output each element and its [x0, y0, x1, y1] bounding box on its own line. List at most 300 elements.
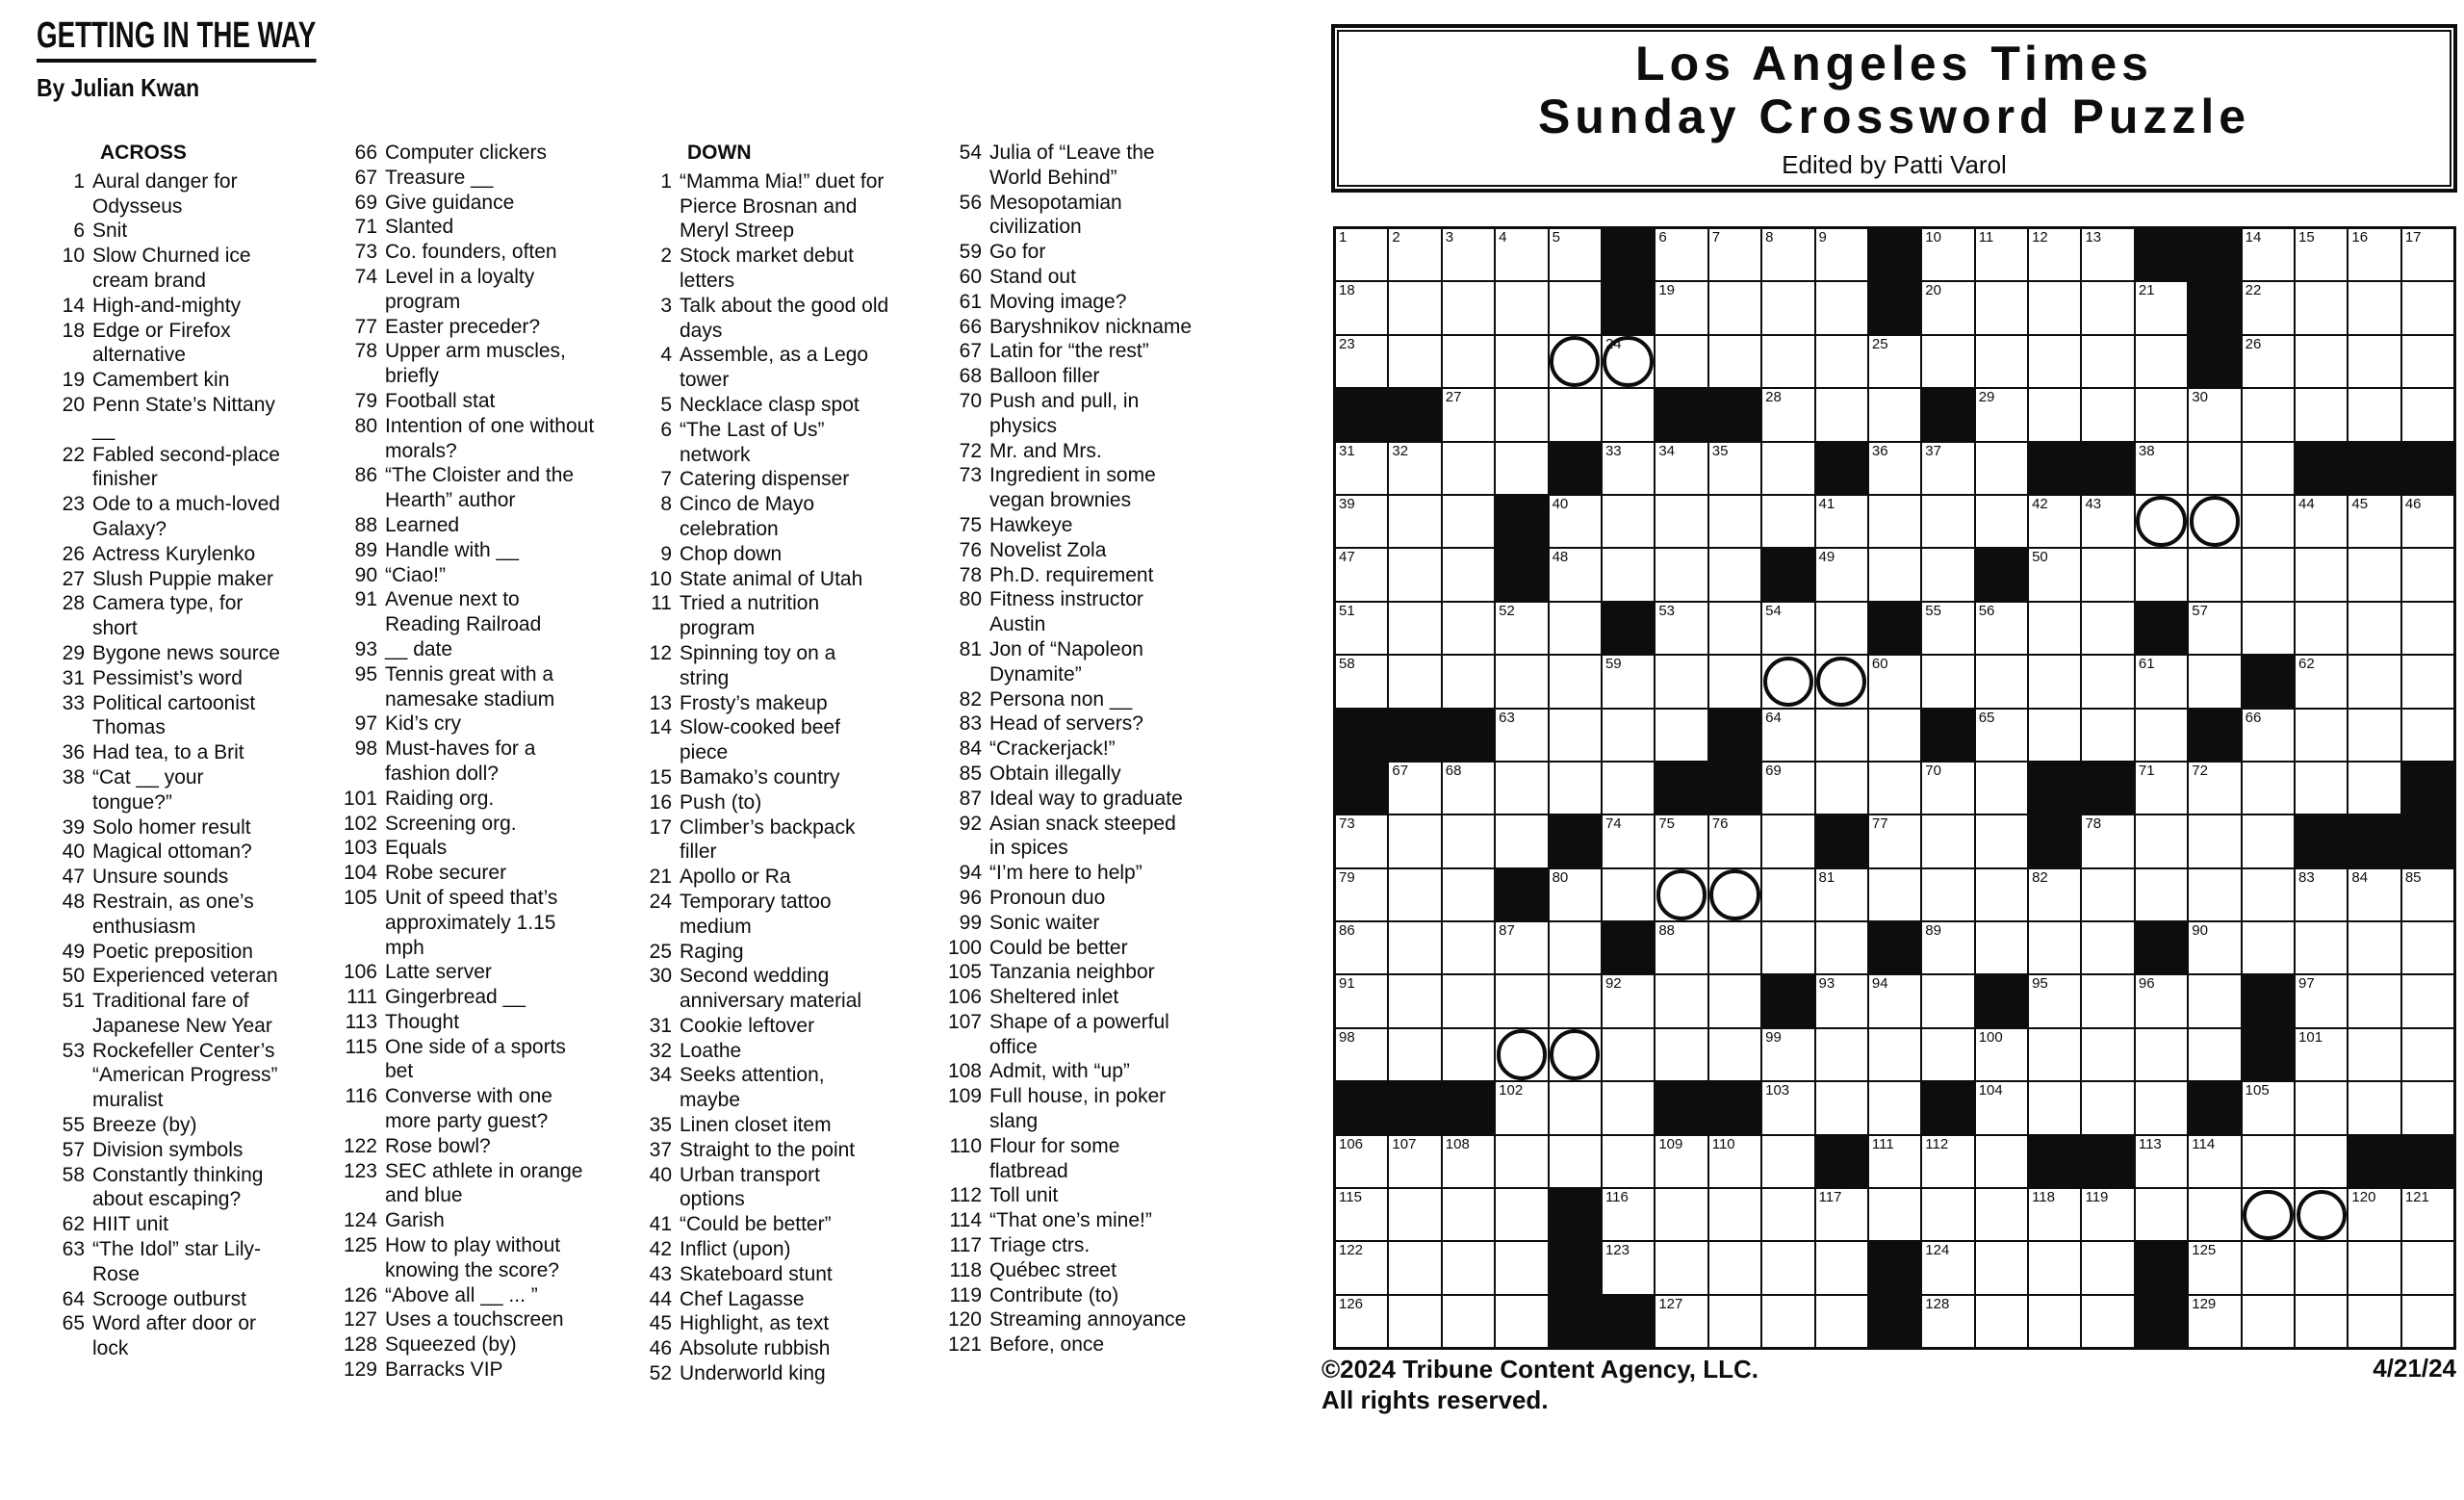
- grid-cell[interactable]: [1550, 389, 1601, 440]
- grid-cell[interactable]: [2402, 496, 2453, 547]
- grid-cell[interactable]: [1336, 229, 1387, 280]
- grid-cell[interactable]: [2029, 710, 2080, 761]
- grid-cell[interactable]: [1922, 975, 1973, 1026]
- grid-cell[interactable]: [2402, 229, 2453, 280]
- grid-cell[interactable]: [1869, 443, 1920, 494]
- grid-cell[interactable]: [2296, 336, 2347, 387]
- grid-cell[interactable]: [1336, 496, 1387, 547]
- grid-cell[interactable]: [1336, 1029, 1387, 1080]
- grid-cell[interactable]: [1709, 282, 1760, 333]
- grid-cell[interactable]: [1496, 1136, 1547, 1187]
- grid-cell[interactable]: [1603, 710, 1654, 761]
- grid-cell[interactable]: [1976, 656, 2027, 707]
- grid-cell[interactable]: [1496, 282, 1547, 333]
- grid-cell[interactable]: [1869, 869, 1920, 920]
- grid-cell[interactable]: [2402, 869, 2453, 920]
- grid-cell[interactable]: [2243, 763, 2294, 814]
- grid-cell[interactable]: [1443, 1296, 1494, 1347]
- grid-cell[interactable]: [2189, 763, 2240, 814]
- grid-cell[interactable]: [1976, 282, 2027, 333]
- grid-cell[interactable]: [2348, 282, 2400, 333]
- grid-cell[interactable]: [1709, 549, 1760, 600]
- grid-cell[interactable]: [2189, 1189, 2240, 1240]
- grid-cell[interactable]: [1762, 1082, 1813, 1133]
- grid-cell[interactable]: [1922, 1029, 1973, 1080]
- grid-cell[interactable]: [1922, 815, 1973, 866]
- grid-cell[interactable]: [2029, 389, 2080, 440]
- grid-cell[interactable]: [1336, 443, 1387, 494]
- grid-cell[interactable]: [1922, 1189, 1973, 1240]
- grid-cell[interactable]: [1603, 1242, 1654, 1293]
- grid-cell[interactable]: [1550, 710, 1601, 761]
- grid-cell[interactable]: [1496, 1189, 1547, 1240]
- grid-cell[interactable]: [1550, 603, 1601, 654]
- grid-cell[interactable]: [1389, 869, 1440, 920]
- grid-cell[interactable]: [2082, 1029, 2133, 1080]
- grid-cell[interactable]: [2348, 1029, 2400, 1080]
- grid-cell[interactable]: [1922, 656, 1973, 707]
- grid-cell[interactable]: [1709, 229, 1760, 280]
- grid-cell[interactable]: [1922, 763, 1973, 814]
- grid-cell[interactable]: [2136, 443, 2187, 494]
- grid-cell[interactable]: [1816, 763, 1867, 814]
- grid-cell[interactable]: [2082, 229, 2133, 280]
- grid-cell[interactable]: [2082, 336, 2133, 387]
- grid-cell[interactable]: [1762, 496, 1813, 547]
- grid-cell[interactable]: [2189, 1296, 2240, 1347]
- grid-cell[interactable]: [1976, 869, 2027, 920]
- grid-cell[interactable]: [1922, 229, 1973, 280]
- grid-cell[interactable]: [1869, 549, 1920, 600]
- grid-cell[interactable]: [1656, 1296, 1707, 1347]
- grid-cell[interactable]: [1976, 1242, 2027, 1293]
- grid-cell[interactable]: [2189, 496, 2240, 547]
- grid-cell[interactable]: [2189, 922, 2240, 973]
- grid-cell[interactable]: [1922, 922, 1973, 973]
- grid-cell[interactable]: [1869, 975, 1920, 1026]
- grid-cell[interactable]: [2029, 1242, 2080, 1293]
- grid-cell[interactable]: [1550, 1136, 1601, 1187]
- grid-cell[interactable]: [1496, 763, 1547, 814]
- grid-cell[interactable]: [2243, 389, 2294, 440]
- grid-cell[interactable]: [1656, 975, 1707, 1026]
- grid-cell[interactable]: [1762, 229, 1813, 280]
- grid-cell[interactable]: [2082, 869, 2133, 920]
- grid-cell[interactable]: [1389, 1242, 1440, 1293]
- grid-cell[interactable]: [1550, 975, 1601, 1026]
- grid-cell[interactable]: [1496, 603, 1547, 654]
- grid-cell[interactable]: [1496, 1082, 1547, 1133]
- grid-cell[interactable]: [2296, 603, 2347, 654]
- grid-cell[interactable]: [1976, 1296, 2027, 1347]
- grid-cell[interactable]: [1869, 1029, 1920, 1080]
- grid-cell[interactable]: [2189, 975, 2240, 1026]
- grid-cell[interactable]: [1336, 1189, 1387, 1240]
- grid-cell[interactable]: [1496, 1029, 1547, 1080]
- grid-cell[interactable]: [1709, 975, 1760, 1026]
- grid-cell[interactable]: [1550, 869, 1601, 920]
- grid-cell[interactable]: [2348, 763, 2400, 814]
- grid-cell[interactable]: [2136, 710, 2187, 761]
- grid-cell[interactable]: [2402, 1189, 2453, 1240]
- grid-cell[interactable]: [1496, 922, 1547, 973]
- grid-cell[interactable]: [2296, 975, 2347, 1026]
- grid-cell[interactable]: [1603, 656, 1654, 707]
- grid-cell[interactable]: [2029, 282, 2080, 333]
- grid-cell[interactable]: [2189, 603, 2240, 654]
- grid-cell[interactable]: [1336, 282, 1387, 333]
- grid-cell[interactable]: [1922, 869, 1973, 920]
- grid-cell[interactable]: [2296, 282, 2347, 333]
- grid-cell[interactable]: [1550, 1082, 1601, 1133]
- grid-cell[interactable]: [2189, 389, 2240, 440]
- grid-cell[interactable]: [1336, 656, 1387, 707]
- grid-cell[interactable]: [1922, 443, 1973, 494]
- grid-cell[interactable]: [2136, 389, 2187, 440]
- grid-cell[interactable]: [1550, 1029, 1601, 1080]
- grid-cell[interactable]: [1922, 336, 1973, 387]
- grid-cell[interactable]: [2189, 1136, 2240, 1187]
- grid-cell[interactable]: [1656, 282, 1707, 333]
- grid-cell[interactable]: [1443, 975, 1494, 1026]
- grid-cell[interactable]: [2296, 549, 2347, 600]
- grid-cell[interactable]: [1336, 815, 1387, 866]
- grid-cell[interactable]: [1496, 1242, 1547, 1293]
- grid-cell[interactable]: [1336, 922, 1387, 973]
- grid-cell[interactable]: [1762, 603, 1813, 654]
- grid-cell[interactable]: [1656, 549, 1707, 600]
- grid-cell[interactable]: [1976, 496, 2027, 547]
- grid-cell[interactable]: [1656, 1242, 1707, 1293]
- grid-cell[interactable]: [1389, 815, 1440, 866]
- grid-cell[interactable]: [2029, 1082, 2080, 1133]
- grid-cell[interactable]: [1869, 1136, 1920, 1187]
- grid-cell[interactable]: [1976, 1082, 2027, 1133]
- grid-cell[interactable]: [2189, 656, 2240, 707]
- grid-cell[interactable]: [2243, 922, 2294, 973]
- grid-cell[interactable]: [1550, 656, 1601, 707]
- grid-cell[interactable]: [2296, 710, 2347, 761]
- grid-cell[interactable]: [2296, 1029, 2347, 1080]
- grid-cell[interactable]: [1656, 336, 1707, 387]
- grid-cell[interactable]: [1603, 869, 1654, 920]
- grid-cell[interactable]: [1336, 336, 1387, 387]
- grid-cell[interactable]: [1443, 443, 1494, 494]
- grid-cell[interactable]: [1336, 603, 1387, 654]
- grid-cell[interactable]: [2402, 975, 2453, 1026]
- grid-cell[interactable]: [1922, 1296, 1973, 1347]
- grid-cell[interactable]: [1389, 336, 1440, 387]
- grid-cell[interactable]: [2136, 656, 2187, 707]
- grid-cell[interactable]: [2402, 1296, 2453, 1347]
- grid-cell[interactable]: [1816, 496, 1867, 547]
- grid-cell[interactable]: [1816, 549, 1867, 600]
- grid-cell[interactable]: [1709, 443, 1760, 494]
- grid-cell[interactable]: [2348, 229, 2400, 280]
- grid-cell[interactable]: [2402, 549, 2453, 600]
- grid-cell[interactable]: [1709, 1136, 1760, 1187]
- grid-cell[interactable]: [1762, 1189, 1813, 1240]
- grid-cell[interactable]: [1922, 1136, 1973, 1187]
- grid-cell[interactable]: [1389, 1189, 1440, 1240]
- grid-cell[interactable]: [2348, 869, 2400, 920]
- grid-cell[interactable]: [2082, 603, 2133, 654]
- grid-cell[interactable]: [2348, 922, 2400, 973]
- grid-cell[interactable]: [2296, 496, 2347, 547]
- grid-cell[interactable]: [2402, 922, 2453, 973]
- grid-cell[interactable]: [2348, 336, 2400, 387]
- grid-cell[interactable]: [2243, 496, 2294, 547]
- grid-cell[interactable]: [2082, 710, 2133, 761]
- grid-cell[interactable]: [1709, 869, 1760, 920]
- grid-cell[interactable]: [1976, 922, 2027, 973]
- grid-cell[interactable]: [1709, 1029, 1760, 1080]
- grid-cell[interactable]: [1389, 1136, 1440, 1187]
- grid-cell[interactable]: [2402, 710, 2453, 761]
- grid-cell[interactable]: [1762, 1242, 1813, 1293]
- grid-cell[interactable]: [1816, 603, 1867, 654]
- grid-cell[interactable]: [2296, 1242, 2347, 1293]
- grid-cell[interactable]: [1389, 549, 1440, 600]
- grid-cell[interactable]: [1336, 1136, 1387, 1187]
- grid-cell[interactable]: [1656, 443, 1707, 494]
- grid-cell[interactable]: [2348, 975, 2400, 1026]
- grid-cell[interactable]: [2029, 869, 2080, 920]
- grid-cell[interactable]: [2296, 1082, 2347, 1133]
- grid-cell[interactable]: [1976, 389, 2027, 440]
- grid-cell[interactable]: [1976, 1029, 2027, 1080]
- grid-cell[interactable]: [1496, 389, 1547, 440]
- grid-cell[interactable]: [2243, 710, 2294, 761]
- grid-cell[interactable]: [1869, 1189, 1920, 1240]
- grid-cell[interactable]: [1656, 869, 1707, 920]
- grid-cell[interactable]: [2136, 496, 2187, 547]
- grid-cell[interactable]: [2029, 336, 2080, 387]
- grid-cell[interactable]: [1816, 869, 1867, 920]
- grid-cell[interactable]: [1389, 229, 1440, 280]
- grid-cell[interactable]: [1869, 496, 1920, 547]
- grid-cell[interactable]: [1443, 229, 1494, 280]
- grid-cell[interactable]: [2296, 1189, 2347, 1240]
- grid-cell[interactable]: [2136, 549, 2187, 600]
- grid-cell[interactable]: [2348, 710, 2400, 761]
- grid-cell[interactable]: [2082, 815, 2133, 866]
- grid-cell[interactable]: [1603, 1082, 1654, 1133]
- grid-cell[interactable]: [1389, 603, 1440, 654]
- grid-cell[interactable]: [1603, 1189, 1654, 1240]
- grid-cell[interactable]: [2243, 869, 2294, 920]
- grid-cell[interactable]: [2136, 975, 2187, 1026]
- grid-cell[interactable]: [2082, 496, 2133, 547]
- grid-cell[interactable]: [1869, 336, 1920, 387]
- grid-cell[interactable]: [2296, 763, 2347, 814]
- grid-cell[interactable]: [1976, 763, 2027, 814]
- grid-cell[interactable]: [2029, 1029, 2080, 1080]
- grid-cell[interactable]: [1389, 496, 1440, 547]
- grid-cell[interactable]: [1709, 603, 1760, 654]
- grid-cell[interactable]: [1709, 815, 1760, 866]
- grid-cell[interactable]: [2348, 1082, 2400, 1133]
- grid-cell[interactable]: [1656, 603, 1707, 654]
- grid-cell[interactable]: [1389, 443, 1440, 494]
- grid-cell[interactable]: [1762, 1296, 1813, 1347]
- grid-cell[interactable]: [2029, 1296, 2080, 1347]
- grid-cell[interactable]: [1656, 229, 1707, 280]
- grid-cell[interactable]: [1443, 282, 1494, 333]
- grid-cell[interactable]: [2243, 1296, 2294, 1347]
- grid-cell[interactable]: [1603, 336, 1654, 387]
- grid-cell[interactable]: [2348, 1189, 2400, 1240]
- grid-cell[interactable]: [2082, 389, 2133, 440]
- grid-cell[interactable]: [2082, 1082, 2133, 1133]
- grid-cell[interactable]: [2243, 282, 2294, 333]
- grid-cell[interactable]: [1496, 443, 1547, 494]
- grid-cell[interactable]: [2082, 922, 2133, 973]
- grid-cell[interactable]: [1603, 549, 1654, 600]
- grid-cell[interactable]: [1709, 922, 1760, 973]
- grid-cell[interactable]: [1869, 656, 1920, 707]
- grid-cell[interactable]: [1816, 1029, 1867, 1080]
- grid-cell[interactable]: [1389, 1296, 1440, 1347]
- grid-cell[interactable]: [1816, 229, 1867, 280]
- grid-cell[interactable]: [1443, 603, 1494, 654]
- grid-cell[interactable]: [2029, 603, 2080, 654]
- grid-cell[interactable]: [2136, 282, 2187, 333]
- grid-cell[interactable]: [1922, 1242, 1973, 1293]
- grid-cell[interactable]: [1603, 443, 1654, 494]
- grid-cell[interactable]: [1656, 1189, 1707, 1240]
- grid-cell[interactable]: [2243, 815, 2294, 866]
- grid-cell[interactable]: [2189, 1242, 2240, 1293]
- grid-cell[interactable]: [2348, 1296, 2400, 1347]
- grid-cell[interactable]: [2082, 1242, 2133, 1293]
- grid-cell[interactable]: [1550, 763, 1601, 814]
- grid-cell[interactable]: [1496, 975, 1547, 1026]
- grid-cell[interactable]: [2243, 549, 2294, 600]
- grid-cell[interactable]: [1656, 710, 1707, 761]
- grid-cell[interactable]: [1443, 815, 1494, 866]
- grid-cell[interactable]: [1550, 549, 1601, 600]
- grid-cell[interactable]: [1550, 496, 1601, 547]
- grid-cell[interactable]: [2189, 815, 2240, 866]
- grid-cell[interactable]: [2296, 869, 2347, 920]
- grid-cell[interactable]: [1336, 869, 1387, 920]
- grid-cell[interactable]: [2296, 1296, 2347, 1347]
- grid-cell[interactable]: [1869, 710, 1920, 761]
- grid-cell[interactable]: [2243, 336, 2294, 387]
- grid-cell[interactable]: [1443, 389, 1494, 440]
- grid-cell[interactable]: [1709, 1242, 1760, 1293]
- grid-cell[interactable]: [2243, 603, 2294, 654]
- grid-cell[interactable]: [1976, 710, 2027, 761]
- grid-cell[interactable]: [1762, 710, 1813, 761]
- grid-cell[interactable]: [2136, 1029, 2187, 1080]
- grid-cell[interactable]: [1443, 763, 1494, 814]
- grid-cell[interactable]: [1869, 1082, 1920, 1133]
- grid-cell[interactable]: [2189, 869, 2240, 920]
- grid-cell[interactable]: [1603, 1136, 1654, 1187]
- grid-cell[interactable]: [1976, 1189, 2027, 1240]
- grid-cell[interactable]: [1603, 763, 1654, 814]
- grid-cell[interactable]: [2402, 1082, 2453, 1133]
- grid-cell[interactable]: [1816, 389, 1867, 440]
- grid-cell[interactable]: [2082, 656, 2133, 707]
- grid-cell[interactable]: [1816, 656, 1867, 707]
- grid-cell[interactable]: [1389, 922, 1440, 973]
- grid-cell[interactable]: [1336, 1296, 1387, 1347]
- grid-cell[interactable]: [2348, 656, 2400, 707]
- grid-cell[interactable]: [2243, 229, 2294, 280]
- grid-cell[interactable]: [2402, 389, 2453, 440]
- grid-cell[interactable]: [1656, 1136, 1707, 1187]
- grid-cell[interactable]: [2243, 443, 2294, 494]
- grid-cell[interactable]: [1656, 656, 1707, 707]
- grid-cell[interactable]: [1816, 336, 1867, 387]
- grid-cell[interactable]: [2136, 336, 2187, 387]
- grid-cell[interactable]: [1443, 1242, 1494, 1293]
- grid-cell[interactable]: [2082, 282, 2133, 333]
- grid-cell[interactable]: [1816, 922, 1867, 973]
- grid-cell[interactable]: [2029, 229, 2080, 280]
- grid-cell[interactable]: [1496, 229, 1547, 280]
- grid-cell[interactable]: [1869, 389, 1920, 440]
- grid-cell[interactable]: [1762, 1136, 1813, 1187]
- grid-cell[interactable]: [1762, 282, 1813, 333]
- grid-cell[interactable]: [1709, 1296, 1760, 1347]
- grid-cell[interactable]: [1550, 282, 1601, 333]
- grid-cell[interactable]: [1976, 603, 2027, 654]
- grid-cell[interactable]: [2082, 1296, 2133, 1347]
- grid-cell[interactable]: [1922, 496, 1973, 547]
- grid-cell[interactable]: [1976, 815, 2027, 866]
- grid-cell[interactable]: [1816, 1082, 1867, 1133]
- grid-cell[interactable]: [1869, 815, 1920, 866]
- grid-cell[interactable]: [1976, 1136, 2027, 1187]
- grid-cell[interactable]: [2082, 549, 2133, 600]
- grid-cell[interactable]: [1762, 336, 1813, 387]
- grid-cell[interactable]: [2136, 869, 2187, 920]
- grid-cell[interactable]: [1389, 1029, 1440, 1080]
- grid-cell[interactable]: [2296, 1136, 2347, 1187]
- grid-cell[interactable]: [1336, 975, 1387, 1026]
- grid-cell[interactable]: [2296, 229, 2347, 280]
- grid-cell[interactable]: [1389, 975, 1440, 1026]
- grid-cell[interactable]: [1762, 1029, 1813, 1080]
- grid-cell[interactable]: [2189, 549, 2240, 600]
- grid-cell[interactable]: [1976, 229, 2027, 280]
- grid-cell[interactable]: [1709, 1189, 1760, 1240]
- grid-cell[interactable]: [1443, 869, 1494, 920]
- grid-cell[interactable]: [2029, 975, 2080, 1026]
- grid-cell[interactable]: [1443, 336, 1494, 387]
- grid-cell[interactable]: [1603, 496, 1654, 547]
- grid-cell[interactable]: [2082, 975, 2133, 1026]
- grid-cell[interactable]: [1762, 869, 1813, 920]
- grid-cell[interactable]: [1603, 1029, 1654, 1080]
- grid-cell[interactable]: [2402, 336, 2453, 387]
- grid-cell[interactable]: [2189, 443, 2240, 494]
- grid-cell[interactable]: [1656, 922, 1707, 973]
- grid-cell[interactable]: [2243, 1082, 2294, 1133]
- grid-cell[interactable]: [1603, 389, 1654, 440]
- grid-cell[interactable]: [2402, 1242, 2453, 1293]
- grid-cell[interactable]: [1443, 496, 1494, 547]
- grid-cell[interactable]: [2082, 1189, 2133, 1240]
- grid-cell[interactable]: [2402, 656, 2453, 707]
- grid-cell[interactable]: [1656, 496, 1707, 547]
- grid-cell[interactable]: [1816, 282, 1867, 333]
- grid-cell[interactable]: [2136, 763, 2187, 814]
